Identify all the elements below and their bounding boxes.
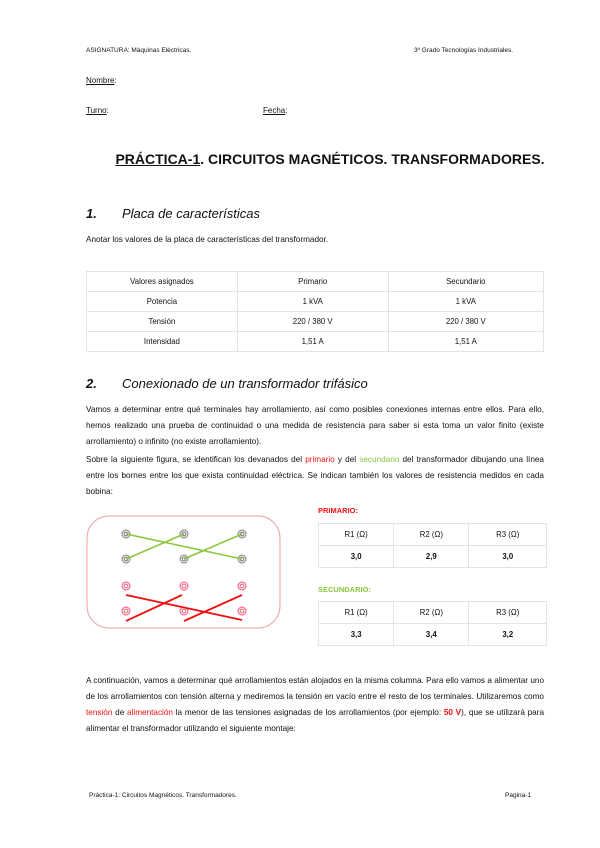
- fecha-field: [263, 106, 287, 115]
- cell: 3,2: [469, 624, 547, 646]
- header-cell: R3 (Ω): [469, 524, 547, 546]
- cell: 2,9: [394, 546, 469, 568]
- alimentacion-word: alimentación: [127, 708, 173, 717]
- secundario-resistance-table: [318, 601, 547, 646]
- header-cell: Primario: [237, 272, 388, 292]
- cell: 220 / 380 V: [237, 312, 388, 332]
- table-row: [319, 624, 547, 646]
- table-header-row: [319, 524, 547, 546]
- turno-field: [86, 106, 109, 115]
- primario-resistance-table: [318, 523, 547, 568]
- title-underlined: PRÁCTICA-1: [115, 151, 201, 167]
- turno-label: Turno: [86, 106, 107, 115]
- colon: :: [114, 76, 117, 85]
- cell: Tensión: [87, 312, 238, 332]
- section-number: 2.: [86, 376, 97, 391]
- paragraph-2: [86, 452, 544, 500]
- table-row: [87, 292, 544, 312]
- cell: 3,3: [319, 624, 394, 646]
- paragraph-1: Vamos a determinar entre qué terminales hay arrollamiento, así como posibles conexiones internas entre ellos. Para ello, hemos realizado una prueba de continuidad o una medida de resistencia para saber si esta toma un valor finito (existe arrollamiento) o infinito (no existe arrollamiento).: [86, 405, 544, 446]
- section-number: 1.: [86, 206, 97, 221]
- cell: Potencia: [87, 292, 238, 312]
- cell: 3,0: [319, 546, 394, 568]
- cell: 220 / 380 V: [388, 312, 543, 332]
- text: A continuación, vamos a determinar qué arrollamientos están alojados en la misma columna. Para ello vamos a alimentar uno de los arrollamientos con tensión alterna y mediremos la tensión en vacío entre el resto de los terminales. Utilizaremos como: [86, 676, 544, 701]
- table-header-row: [87, 272, 544, 292]
- text: del transformador dibujando una línea entre los bornes entre los que exista continuidad eléctrica. Se indican también los valores de resistencia medidos en cada bobina:: [86, 455, 544, 496]
- text: la menor de las tensiones asignadas de los arrollamientos (por ejemplo:: [172, 708, 444, 717]
- header-subject: ASIGNATURA: Máquinas Eléctricas.: [86, 47, 192, 54]
- header-cell: R3 (Ω): [469, 602, 547, 624]
- page-number: Pagina-1: [505, 792, 532, 799]
- cell: 1,51 A: [388, 332, 543, 352]
- header-cell: Valores asignados: [87, 272, 238, 292]
- cell: 1,51 A: [237, 332, 388, 352]
- text: y del: [334, 455, 360, 464]
- terminal-diagram: [86, 514, 282, 630]
- header-cell: R1 (Ω): [319, 524, 394, 546]
- cell: 3,0: [469, 546, 547, 568]
- header-cell: Secundario: [388, 272, 543, 292]
- table-row: [87, 332, 544, 352]
- header-cell: R2 (Ω): [394, 524, 469, 546]
- characteristics-table: [86, 271, 544, 352]
- page-title: [86, 151, 574, 167]
- cell: Intensidad: [87, 332, 238, 352]
- paragraph-3: [86, 673, 544, 737]
- text: Sobre la siguiente figura, se identifican los devanados del: [86, 455, 306, 464]
- text: ), que se utilizará para alimentar el transformador utilizando el siguiente montaje:: [86, 708, 545, 733]
- title-rest: . CIRCUITOS MAGNÉTICOS. TRANSFORMADORES.: [200, 151, 545, 167]
- section1-intro: Anotar los valores de la placa de características del transformador.: [86, 235, 329, 244]
- table-row: [87, 312, 544, 332]
- tension-word: tensión: [86, 708, 113, 717]
- nombre-label: Nombre: [86, 76, 115, 85]
- header-cell: R2 (Ω): [394, 602, 469, 624]
- section-title: Conexionado de un transformador trifásico: [122, 376, 368, 391]
- section-title: Placa de características: [122, 206, 261, 221]
- footer-title: Práctica-1: Circuitos Magnéticos. Transformadores.: [89, 792, 237, 799]
- nombre-field: [86, 76, 117, 85]
- primario-word: primario: [305, 455, 335, 464]
- text: de: [112, 708, 127, 717]
- header-cell: R1 (Ω): [319, 602, 394, 624]
- primario-label: PRIMARIO:: [318, 506, 358, 515]
- table-header-row: [319, 602, 547, 624]
- section1-heading: [86, 206, 260, 221]
- secundario-word: secundario: [359, 455, 400, 464]
- secundario-label: SECUNDARIO:: [318, 585, 371, 594]
- cell: 1 kVA: [237, 292, 388, 312]
- colon: :: [285, 106, 288, 115]
- table-row: [319, 546, 547, 568]
- section2-heading: [86, 376, 368, 391]
- colon: :: [106, 106, 109, 115]
- cell: 1 kVA: [388, 292, 543, 312]
- cell: 3,4: [394, 624, 469, 646]
- example-voltage: 50 V: [443, 708, 462, 717]
- fecha-label: Fecha: [263, 106, 286, 115]
- header-degree: 3º Grado Tecnologías Industriales.: [414, 47, 514, 54]
- primary-winding-lines: [126, 595, 242, 621]
